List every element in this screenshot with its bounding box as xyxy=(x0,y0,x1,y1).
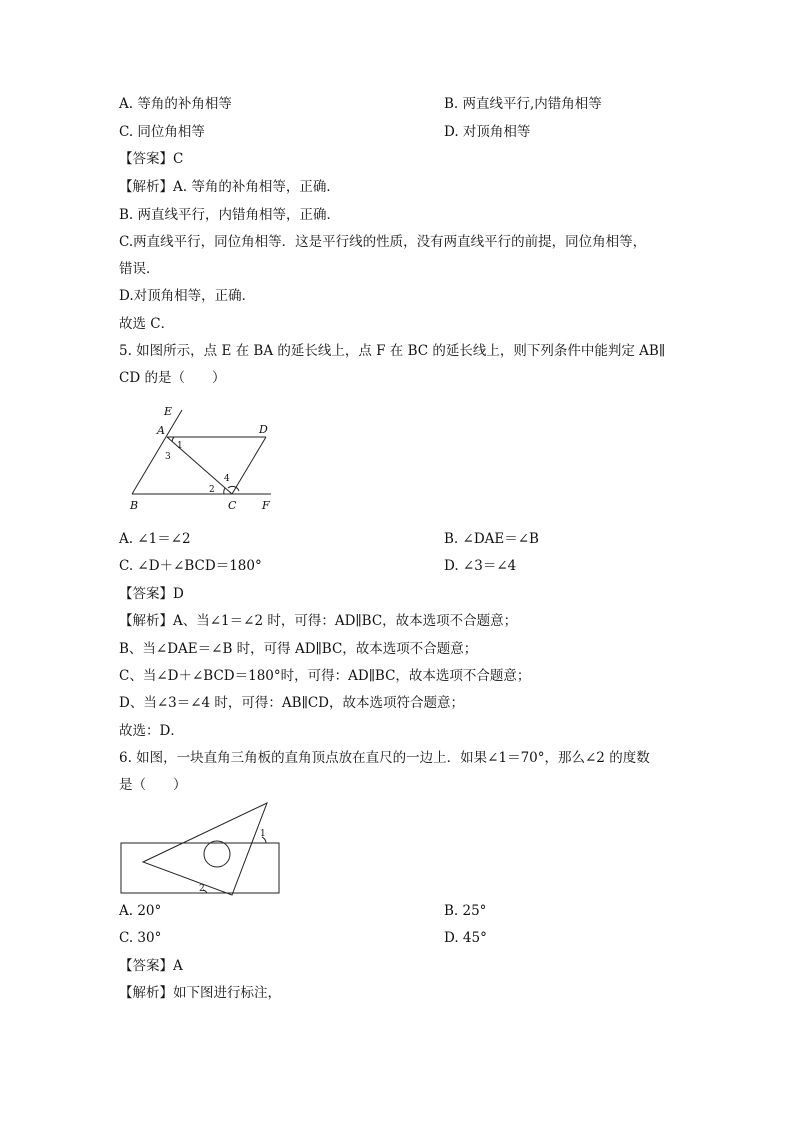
q4-answer: 【答案】C xyxy=(119,151,184,167)
q4-option-b: B. 两直线平行,内错角相等 xyxy=(444,96,602,112)
q5-explanation-line-4: D、当∠3＝∠4 时，可得：AB∥CD，故本选项符合题意； xyxy=(119,695,464,711)
angle-2-arc xyxy=(224,488,225,494)
q5-stem-line-1: 5. 如图所示，点 E 在 BA 的延长线上，点 F 在 BC 的延长线上，则下列条件中能判定 AB∥ xyxy=(119,343,666,359)
label-angle-4: 4 xyxy=(224,474,230,484)
q6-option-d: D. 45° xyxy=(444,930,487,946)
q6-option-a: A. 20° xyxy=(119,903,162,919)
q4-option-d: D. 对顶角相等 xyxy=(444,124,531,140)
q6-option-b: B. 25° xyxy=(444,903,487,919)
q6-explanation-line-1: 【解析】如下图进行标注， xyxy=(119,985,281,1001)
q5-stem-line-2: CD 的是（ ） xyxy=(119,370,226,386)
q4-option-a: A. 等角的补角相等 xyxy=(119,96,232,112)
angle-1-arc xyxy=(172,437,174,442)
label-angle-2: 2 xyxy=(199,884,205,894)
angle-4-arc xyxy=(228,486,239,491)
q5-parallelogram-figure xyxy=(119,400,289,515)
q5-option-c: C. ∠D＋∠BCD＝180° xyxy=(119,558,262,574)
q5-answer: 【答案】D xyxy=(119,586,184,602)
q5-option-d: D. ∠3＝∠4 xyxy=(444,558,517,574)
q5-explanation-line-5: 故选：D． xyxy=(119,723,184,739)
q6-stem-line-1: 6. 如图，一块直角三角板的直角顶点放在直尺的一边上．如果∠1＝70°，那么∠2 的度数 xyxy=(119,750,650,766)
q6-answer: 【答案】A xyxy=(119,958,183,974)
q5-option-a: A. ∠1＝∠2 xyxy=(119,531,191,547)
q5-explanation-line-2: B、当∠DAE＝∠B 时，可得 AD∥BC，故本选项不合题意； xyxy=(119,641,478,657)
label-f: F xyxy=(262,499,270,512)
q5-option-b: B. ∠DAE＝∠B xyxy=(444,531,539,547)
q4-explanation-line-5: D.对顶角相等，正确． xyxy=(119,288,256,304)
segment-dc xyxy=(232,437,266,494)
label-angle-1: 1 xyxy=(177,441,183,451)
line-be xyxy=(132,410,182,494)
q4-explanation-line-6: 故选 C． xyxy=(119,316,175,332)
label-a: A xyxy=(157,424,165,437)
q6-option-c: C. 30° xyxy=(119,930,162,946)
label-angle-1: 1 xyxy=(260,829,266,839)
q4-option-c: C. 同位角相等 xyxy=(119,124,205,140)
label-b: B xyxy=(130,499,139,512)
label-d: D xyxy=(259,423,268,436)
q4-explanation-line-4: 错误． xyxy=(119,261,160,277)
label-e: E xyxy=(164,405,173,418)
q5-explanation-line-1: 【解析】A、当∠1＝∠2 时，可得：AD∥BC，故本选项不合题意； xyxy=(119,613,518,629)
q4-explanation-line-1: 【解析】A. 等角的补角相等，正确． xyxy=(119,179,340,195)
label-angle-3: 3 xyxy=(165,452,171,462)
label-angle-2: 2 xyxy=(209,485,215,495)
q6-ruler-triangle-figure xyxy=(119,798,284,898)
label-c: C xyxy=(228,499,237,512)
q4-explanation-line-2: B. 两直线平行，内错角相等，正确． xyxy=(119,207,341,223)
set-square-hole xyxy=(204,841,230,867)
q6-stem-line-2: 是（ ） xyxy=(119,777,187,793)
q5-explanation-line-3: C、当∠D＋∠BCD＝180°时，可得：AD∥BC，故本选项不合题意； xyxy=(119,668,531,684)
q4-explanation-line-3: C.两直线平行，同位角相等．这是平行线的性质，没有两直线平行的前提，同位角相等， xyxy=(119,234,647,250)
